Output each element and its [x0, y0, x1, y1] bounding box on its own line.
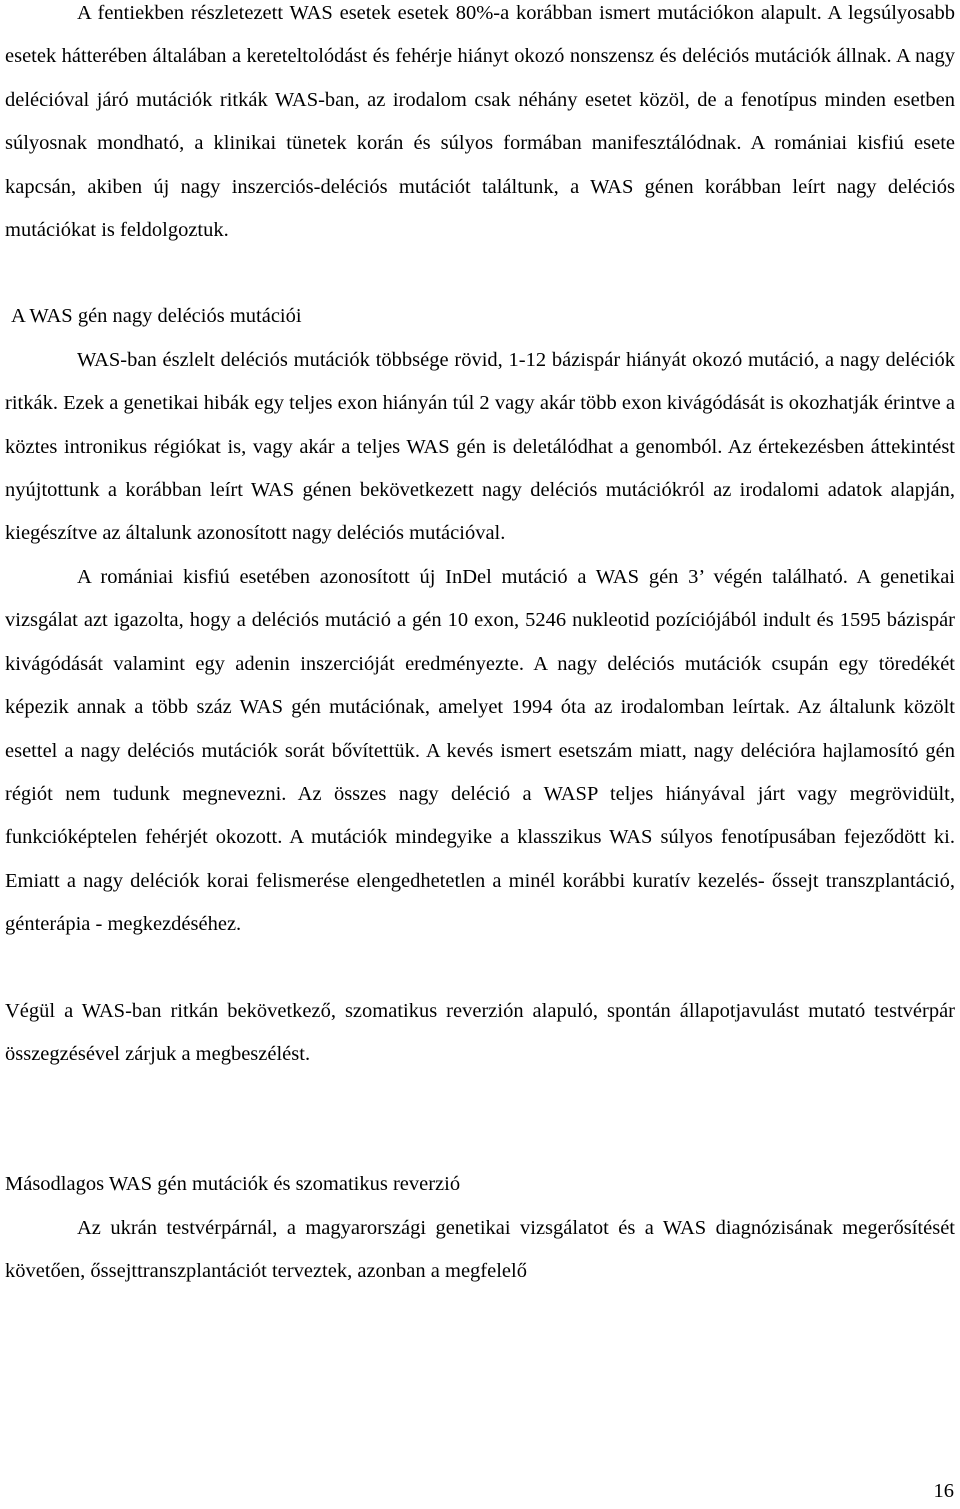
paragraph: A fentiekben részletezett WAS esetek esetek 80%-a korábban ismert mutációkon alapult. A legsúlyosabb esetek hátterében általában a kereteltolódást és fehérje hiányt okozó nonszensz és deléciós mutációk állnak. A nagy delécióval járó mutációk ritkák WAS-ban, az irodalom csak néhány esetet közöl, de a fenotípus minden esetben súlyosnak mondható, a klinikai tünetek korán és súlyos formában manifesztálódnak. A romániai kisfiú esete kapcsán, akiben új nagy inszerciós-deléciós mutációt találtunk, a WAS génen korábban leírt nagy deléciós mutációkat is feldolgoztuk.	[5, 2, 955, 242]
page-number: 16	[933, 1480, 954, 1502]
paragraph: A romániai kisfiú esetében azonosított új InDel mutáció a WAS gén 3’ végén található. A genetikai vizsgálat azt igazolta, hogy a deléciós mutáció a gén 10 exon, 5246 nukleotid pozíciójából indult és 1595 bázispár kivágódását valamint egy adenin inszercióját eredményezte. A nagy deléciós mutációk csupán egy töredékét képezik annak a több száz WAS gén mutációnak, amelyet 1994 óta az irodalomban leírtak. Az általunk közölt esettel a nagy deléciós mutációk sorát bővítettük. A kevés ismert esetszám miatt, nagy delécióra hajlamosító gén régiót nem tudunk megnevezni. Az összes nagy deléció a WASP teljes hiányával járt vagy megrövidült, funkcióképtelen fehérjét okozott. A mutációk mindegyike a klasszikus WAS súlyos fenotípusában fejeződött ki. Emiatt a nagy deléciók korai felismerése elengedhetetlen a minél korábbi kuratív kezelés- őssejt transzplantáció, génterápia - megkezdéséhez.	[5, 565, 955, 936]
section-heading: Másodlagos WAS gén mutációk és szomatikus reverzió	[5, 1173, 461, 1196]
paragraph: Az ukrán testvérpárnál, a magyarországi genetikai vizsgálatot és a WAS diagnózisának megerősítését követően, őssejttranszplantációt terveztek, azonban a megfelelő	[5, 1216, 955, 1283]
paragraph: WAS-ban észlelt deléciós mutációk többsége rövid, 1-12 bázispár hiányát okozó mutáció, a nagy deléciók ritkák. Ezek a genetikai hibák egy teljes exon hiányán túl 2 vagy akár több exon kivágódását is okozhatják érintve a köztes intronikus régiókat is, vagy akár a teljes WAS gén is deletálódhat a genomból. Az értekezésben áttekintést nyújtottunk a korábban leírt WAS génen bekövetkezett nagy deléciós mutációkról az irodalomi adatok alapján, kiegészítve az általunk azonosított nagy deléciós mutációval.	[5, 348, 955, 545]
paragraph: Végül a WAS-ban ritkán bekövetkező, szomatikus reverzión alapuló, spontán állapotjavulást mutató testvérpár összegzésével zárjuk a megbeszélést.	[5, 999, 955, 1065]
document-page	[5, 0, 955, 1294]
section-heading: A WAS gén nagy deléciós mutációi	[11, 305, 302, 328]
